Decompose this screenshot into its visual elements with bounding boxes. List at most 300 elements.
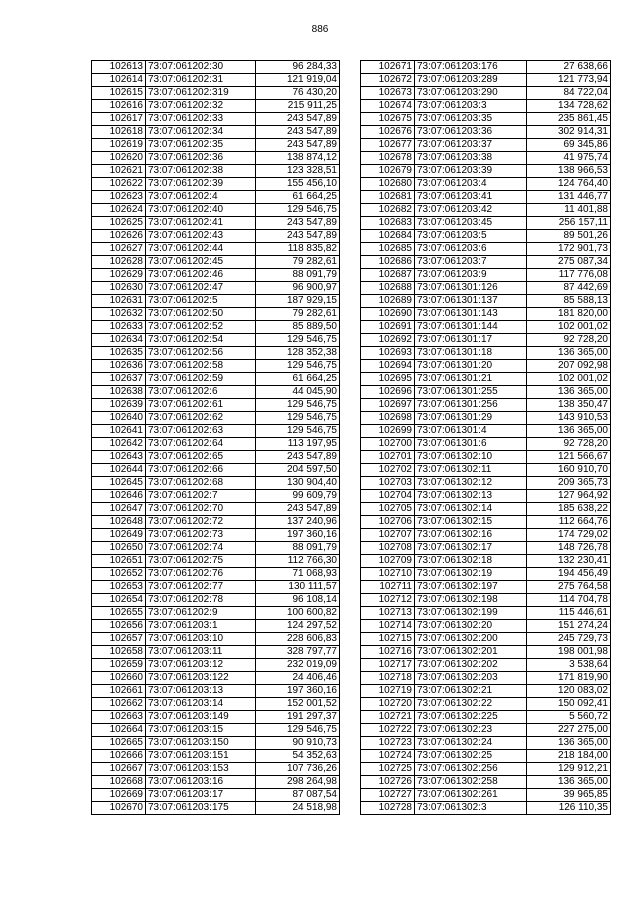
- amount-cell: 96 108,14: [256, 594, 340, 607]
- row-number-cell: 102724: [361, 750, 415, 763]
- cadastral-number-cell: 73:07:061203:41: [415, 191, 527, 204]
- row-number-cell: 102644: [92, 464, 146, 477]
- table-row: [361, 451, 611, 464]
- amount-cell: 3 538,64: [527, 659, 611, 672]
- table-row: [361, 425, 611, 438]
- row-number-cell: 102706: [361, 516, 415, 529]
- cadastral-number-cell: 73:07:061302:18: [415, 555, 527, 568]
- cadastral-number-cell: 73:07:061203:3: [415, 100, 527, 113]
- amount-cell: 136 365,00: [527, 347, 611, 360]
- amount-cell: 171 819,90: [527, 672, 611, 685]
- amount-cell: 118 835,82: [256, 243, 340, 256]
- row-number-cell: 102619: [92, 139, 146, 152]
- table-row: [361, 282, 611, 295]
- amount-cell: 185 638,22: [527, 503, 611, 516]
- row-number-cell: 102715: [361, 633, 415, 646]
- cadastral-number-cell: 73:07:061202:31: [146, 74, 256, 87]
- amount-cell: 102 001,02: [527, 321, 611, 334]
- table-row: [361, 256, 611, 269]
- amount-cell: 197 360,16: [256, 529, 340, 542]
- amount-cell: 123 328,51: [256, 165, 340, 178]
- cadastral-number-cell: 73:07:061202:75: [146, 555, 256, 568]
- table-row: [92, 399, 340, 412]
- cadastral-number-cell: 73:07:061203:149: [146, 711, 256, 724]
- cadastral-number-cell: 73:07:061202:61: [146, 399, 256, 412]
- amount-cell: 117 776,08: [527, 269, 611, 282]
- amount-cell: 24 406,46: [256, 672, 340, 685]
- cadastral-number-cell: 73:07:061202:56: [146, 347, 256, 360]
- amount-cell: 129 546,75: [256, 204, 340, 217]
- amount-cell: 27 638,66: [527, 61, 611, 74]
- row-number-cell: 102669: [92, 789, 146, 802]
- row-number-cell: 102641: [92, 425, 146, 438]
- row-number-cell: 102645: [92, 477, 146, 490]
- row-number-cell: 102721: [361, 711, 415, 724]
- cadastral-number-cell: 73:07:061301:4: [415, 425, 527, 438]
- row-number-cell: 102625: [92, 217, 146, 230]
- row-number-cell: 102711: [361, 581, 415, 594]
- cadastral-number-cell: 73:07:061302:22: [415, 698, 527, 711]
- cadastral-number-cell: 73:07:061202:50: [146, 308, 256, 321]
- table-row: [92, 178, 340, 191]
- amount-cell: 143 910,53: [527, 412, 611, 425]
- table-row: [92, 451, 340, 464]
- row-number-cell: 102647: [92, 503, 146, 516]
- row-number-cell: 102676: [361, 126, 415, 139]
- table-row: [361, 477, 611, 490]
- row-number-cell: 102695: [361, 373, 415, 386]
- table-row: [361, 789, 611, 802]
- cadastral-number-cell: 73:07:061202:63: [146, 425, 256, 438]
- amount-cell: 243 547,89: [256, 503, 340, 516]
- cadastral-number-cell: 73:07:061202:70: [146, 503, 256, 516]
- row-number-cell: 102681: [361, 191, 415, 204]
- cadastral-number-cell: 73:07:061302:201: [415, 646, 527, 659]
- row-number-cell: 102671: [361, 61, 415, 74]
- amount-cell: 69 345,86: [527, 139, 611, 152]
- row-number-cell: 102716: [361, 646, 415, 659]
- row-number-cell: 102725: [361, 763, 415, 776]
- table-row: [92, 152, 340, 165]
- cadastral-number-cell: 73:07:061203:12: [146, 659, 256, 672]
- amount-cell: 129 546,75: [256, 412, 340, 425]
- cadastral-number-cell: 73:07:061202:54: [146, 334, 256, 347]
- amount-cell: 243 547,89: [256, 139, 340, 152]
- cadastral-number-cell: 73:07:061203:10: [146, 633, 256, 646]
- table-row: [361, 61, 611, 74]
- cadastral-number-cell: 73:07:061301:255: [415, 386, 527, 399]
- cadastral-number-cell: 73:07:061302:256: [415, 763, 527, 776]
- table-row: [361, 711, 611, 724]
- amount-cell: 61 664,25: [256, 373, 340, 386]
- cadastral-number-cell: 73:07:061301:21: [415, 373, 527, 386]
- cadastral-number-cell: 73:07:061203:13: [146, 685, 256, 698]
- row-number-cell: 102622: [92, 178, 146, 191]
- cadastral-number-cell: 73:07:061202:30: [146, 61, 256, 74]
- amount-cell: 197 360,16: [256, 685, 340, 698]
- page-number: 886: [311, 24, 329, 35]
- table-row: [361, 555, 611, 568]
- table-row: [92, 412, 340, 425]
- row-number-cell: 102639: [92, 399, 146, 412]
- amount-cell: 114 704,78: [527, 594, 611, 607]
- cadastral-number-cell: 73:07:061202:4: [146, 191, 256, 204]
- amount-cell: 5 560,72: [527, 711, 611, 724]
- table-row: [361, 594, 611, 607]
- cadastral-number-cell: 73:07:061301:126: [415, 282, 527, 295]
- row-number-cell: 102727: [361, 789, 415, 802]
- table-row: [361, 438, 611, 451]
- row-number-cell: 102677: [361, 139, 415, 152]
- amount-cell: 243 547,89: [256, 230, 340, 243]
- amount-cell: 132 230,41: [527, 555, 611, 568]
- table-row: [361, 464, 611, 477]
- cadastral-number-cell: 73:07:061302:24: [415, 737, 527, 750]
- row-number-cell: 102667: [92, 763, 146, 776]
- cadastral-number-cell: 73:07:061202:41: [146, 217, 256, 230]
- amount-cell: 328 797,77: [256, 646, 340, 659]
- table-row: [92, 620, 340, 633]
- table-row: [92, 386, 340, 399]
- table-row: [361, 737, 611, 750]
- row-number-cell: 102707: [361, 529, 415, 542]
- amount-cell: 138 874,12: [256, 152, 340, 165]
- table-row: [92, 282, 340, 295]
- row-number-cell: 102623: [92, 191, 146, 204]
- cadastral-number-cell: 73:07:061203:37: [415, 139, 527, 152]
- cadastral-number-cell: 73:07:061203:7: [415, 256, 527, 269]
- table-row: [361, 360, 611, 373]
- cadastral-number-cell: 73:07:061202:76: [146, 568, 256, 581]
- amount-cell: 79 282,61: [256, 256, 340, 269]
- amount-cell: 129 546,75: [256, 425, 340, 438]
- cadastral-number-cell: 73:07:061302:198: [415, 594, 527, 607]
- row-number-cell: 102675: [361, 113, 415, 126]
- cadastral-number-cell: 73:07:061301:20: [415, 360, 527, 373]
- row-number-cell: 102634: [92, 334, 146, 347]
- cadastral-number-cell: 73:07:061302:202: [415, 659, 527, 672]
- amount-cell: 136 365,00: [527, 776, 611, 789]
- row-number-cell: 102699: [361, 425, 415, 438]
- row-number-cell: 102633: [92, 321, 146, 334]
- row-number-cell: 102629: [92, 269, 146, 282]
- table-row: [361, 685, 611, 698]
- registry-table-right: [360, 60, 611, 815]
- row-number-cell: 102698: [361, 412, 415, 425]
- table-row: [92, 581, 340, 594]
- cadastral-number-cell: 73:07:061301:18: [415, 347, 527, 360]
- table-row: [92, 477, 340, 490]
- table-row: [92, 529, 340, 542]
- table-row: [92, 516, 340, 529]
- table-row: [361, 503, 611, 516]
- table-row: [92, 555, 340, 568]
- table-row: [92, 139, 340, 152]
- amount-cell: 107 736,26: [256, 763, 340, 776]
- row-number-cell: 102613: [92, 61, 146, 74]
- table-row: [361, 334, 611, 347]
- table-row: [92, 672, 340, 685]
- amount-cell: 100 600,82: [256, 607, 340, 620]
- row-number-cell: 102665: [92, 737, 146, 750]
- row-number-cell: 102709: [361, 555, 415, 568]
- amount-cell: 155 456,10: [256, 178, 340, 191]
- amount-cell: 99 609,79: [256, 490, 340, 503]
- table-row: [92, 711, 340, 724]
- cadastral-number-cell: 73:07:061203:1: [146, 620, 256, 633]
- table-row: [361, 724, 611, 737]
- row-number-cell: 102688: [361, 282, 415, 295]
- row-number-cell: 102631: [92, 295, 146, 308]
- table-row: [361, 74, 611, 87]
- amount-cell: 136 365,00: [527, 386, 611, 399]
- amount-cell: 152 001,52: [256, 698, 340, 711]
- row-number-cell: 102642: [92, 438, 146, 451]
- cadastral-number-cell: 73:07:061202:5: [146, 295, 256, 308]
- amount-cell: 302 914,31: [527, 126, 611, 139]
- cadastral-number-cell: 73:07:061203:42: [415, 204, 527, 217]
- table-row: [92, 633, 340, 646]
- cadastral-number-cell: 73:07:061202:43: [146, 230, 256, 243]
- amount-cell: 187 929,15: [256, 295, 340, 308]
- table-row: [361, 581, 611, 594]
- table-row: [92, 165, 340, 178]
- row-number-cell: 102666: [92, 750, 146, 763]
- amount-cell: 89 501,26: [527, 230, 611, 243]
- amount-cell: 102 001,02: [527, 373, 611, 386]
- cadastral-number-cell: 73:07:061202:7: [146, 490, 256, 503]
- cadastral-number-cell: 73:07:061302:258: [415, 776, 527, 789]
- table-row: [92, 74, 340, 87]
- table-row: [361, 490, 611, 503]
- cadastral-number-cell: 73:07:061203:175: [146, 802, 256, 815]
- amount-cell: 174 729,02: [527, 529, 611, 542]
- amount-cell: 138 350,47: [527, 399, 611, 412]
- amount-cell: 112 766,30: [256, 555, 340, 568]
- cadastral-number-cell: 73:07:061203:5: [415, 230, 527, 243]
- amount-cell: 256 157,11: [527, 217, 611, 230]
- cadastral-number-cell: 73:07:061202:36: [146, 152, 256, 165]
- row-number-cell: 102712: [361, 594, 415, 607]
- cadastral-number-cell: 73:07:061202:6: [146, 386, 256, 399]
- row-number-cell: 102697: [361, 399, 415, 412]
- amount-cell: 129 546,75: [256, 724, 340, 737]
- table-row: [92, 789, 340, 802]
- row-number-cell: 102717: [361, 659, 415, 672]
- row-number-cell: 102703: [361, 477, 415, 490]
- row-number-cell: 102679: [361, 165, 415, 178]
- cadastral-number-cell: 73:07:061203:38: [415, 152, 527, 165]
- cadastral-number-cell: 73:07:061202:78: [146, 594, 256, 607]
- table-row: [361, 139, 611, 152]
- cadastral-number-cell: 73:07:061301:144: [415, 321, 527, 334]
- table-row: [361, 308, 611, 321]
- table-row: [92, 776, 340, 789]
- table-row: [92, 217, 340, 230]
- amount-cell: 207 092,98: [527, 360, 611, 373]
- table-row: [92, 360, 340, 373]
- table-row: [92, 230, 340, 243]
- amount-cell: 124 297,52: [256, 620, 340, 633]
- amount-cell: 275 087,34: [527, 256, 611, 269]
- row-number-cell: 102704: [361, 490, 415, 503]
- row-number-cell: 102614: [92, 74, 146, 87]
- row-number-cell: 102661: [92, 685, 146, 698]
- cadastral-number-cell: 73:07:061203:11: [146, 646, 256, 659]
- cadastral-number-cell: 73:07:061202:73: [146, 529, 256, 542]
- table-row: [361, 126, 611, 139]
- cadastral-number-cell: 73:07:061202:66: [146, 464, 256, 477]
- table-row: [92, 334, 340, 347]
- row-number-cell: 102640: [92, 412, 146, 425]
- row-number-cell: 102621: [92, 165, 146, 178]
- table-row: [361, 152, 611, 165]
- cadastral-number-cell: 73:07:061302:200: [415, 633, 527, 646]
- table-row: [92, 113, 340, 126]
- amount-cell: 150 092,41: [527, 698, 611, 711]
- table-row: [92, 256, 340, 269]
- cadastral-number-cell: 73:07:061203:45: [415, 217, 527, 230]
- cadastral-number-cell: 73:07:061203:36: [415, 126, 527, 139]
- table-row: [361, 386, 611, 399]
- amount-cell: 76 430,20: [256, 87, 340, 100]
- amount-cell: 243 547,89: [256, 126, 340, 139]
- table-row: [92, 607, 340, 620]
- amount-cell: 129 546,75: [256, 399, 340, 412]
- cadastral-number-cell: 73:07:061203:15: [146, 724, 256, 737]
- cadastral-number-cell: 73:07:061302:21: [415, 685, 527, 698]
- row-number-cell: 102702: [361, 464, 415, 477]
- row-number-cell: 102670: [92, 802, 146, 815]
- amount-cell: 130 111,57: [256, 581, 340, 594]
- amount-cell: 11 401,88: [527, 204, 611, 217]
- row-number-cell: 102615: [92, 87, 146, 100]
- row-number-cell: 102660: [92, 672, 146, 685]
- amount-cell: 138 966,53: [527, 165, 611, 178]
- amount-cell: 115 446,61: [527, 607, 611, 620]
- amount-cell: 243 547,89: [256, 113, 340, 126]
- table-row: [361, 763, 611, 776]
- row-number-cell: 102720: [361, 698, 415, 711]
- amount-cell: 92 728,20: [527, 438, 611, 451]
- table-row: [92, 763, 340, 776]
- table-row: [361, 750, 611, 763]
- row-number-cell: 102627: [92, 243, 146, 256]
- cadastral-number-cell: 73:07:061301:6: [415, 438, 527, 451]
- cadastral-number-cell: 73:07:061202:62: [146, 412, 256, 425]
- cadastral-number-cell: 73:07:061202:74: [146, 542, 256, 555]
- row-number-cell: 102726: [361, 776, 415, 789]
- amount-cell: 128 352,38: [256, 347, 340, 360]
- row-number-cell: 102664: [92, 724, 146, 737]
- table-row: [92, 243, 340, 256]
- cadastral-number-cell: 73:07:061203:9: [415, 269, 527, 282]
- cadastral-number-cell: 73:07:061202:319: [146, 87, 256, 100]
- row-number-cell: 102659: [92, 659, 146, 672]
- row-number-cell: 102651: [92, 555, 146, 568]
- amount-cell: 54 352,63: [256, 750, 340, 763]
- table-row: [92, 100, 340, 113]
- table-row: [92, 269, 340, 282]
- row-number-cell: 102689: [361, 295, 415, 308]
- row-number-cell: 102658: [92, 646, 146, 659]
- table-row: [92, 464, 340, 477]
- registry-table-left: [91, 60, 340, 815]
- amount-cell: 85 889,50: [256, 321, 340, 334]
- amount-cell: 41 975,74: [527, 152, 611, 165]
- table-row: [361, 321, 611, 334]
- cadastral-number-cell: 73:07:061202:35: [146, 139, 256, 152]
- row-number-cell: 102635: [92, 347, 146, 360]
- row-number-cell: 102663: [92, 711, 146, 724]
- row-number-cell: 102650: [92, 542, 146, 555]
- table-row: [92, 61, 340, 74]
- amount-cell: 198 001,98: [527, 646, 611, 659]
- table-row: [92, 191, 340, 204]
- amount-cell: 120 083,02: [527, 685, 611, 698]
- row-number-cell: 102678: [361, 152, 415, 165]
- row-number-cell: 102684: [361, 230, 415, 243]
- amount-cell: 88 091,79: [256, 269, 340, 282]
- cadastral-number-cell: 73:07:061302:12: [415, 477, 527, 490]
- cadastral-number-cell: 73:07:061203:289: [415, 74, 527, 87]
- cadastral-number-cell: 73:07:061302:15: [415, 516, 527, 529]
- cadastral-number-cell: 73:07:061302:25: [415, 750, 527, 763]
- table-row: [361, 633, 611, 646]
- table-row: [361, 178, 611, 191]
- row-number-cell: 102643: [92, 451, 146, 464]
- table-row: [92, 724, 340, 737]
- row-number-cell: 102653: [92, 581, 146, 594]
- registry-table-right-body: [361, 61, 611, 815]
- amount-cell: 129 912,21: [527, 763, 611, 776]
- amount-cell: 130 904,40: [256, 477, 340, 490]
- amount-cell: 245 729,73: [527, 633, 611, 646]
- table-row: [92, 568, 340, 581]
- cadastral-number-cell: 73:07:061202:52: [146, 321, 256, 334]
- table-row: [92, 347, 340, 360]
- cadastral-number-cell: 73:07:061302:13: [415, 490, 527, 503]
- amount-cell: 129 546,75: [256, 334, 340, 347]
- table-row: [92, 204, 340, 217]
- cadastral-number-cell: 73:07:061302:17: [415, 542, 527, 555]
- row-number-cell: 102685: [361, 243, 415, 256]
- amount-cell: 160 910,70: [527, 464, 611, 477]
- table-row: [92, 802, 340, 815]
- amount-cell: 194 456,49: [527, 568, 611, 581]
- table-row: [92, 321, 340, 334]
- cadastral-number-cell: 73:07:061302:14: [415, 503, 527, 516]
- registry-table-left-body: [92, 61, 340, 815]
- table-row: [361, 191, 611, 204]
- row-number-cell: 102637: [92, 373, 146, 386]
- cadastral-number-cell: 73:07:061202:34: [146, 126, 256, 139]
- table-row: [92, 308, 340, 321]
- row-number-cell: 102638: [92, 386, 146, 399]
- amount-cell: 136 365,00: [527, 737, 611, 750]
- amount-cell: 61 664,25: [256, 191, 340, 204]
- cadastral-number-cell: 73:07:061203:14: [146, 698, 256, 711]
- amount-cell: 235 861,45: [527, 113, 611, 126]
- amount-cell: 243 547,89: [256, 217, 340, 230]
- table-row: [361, 620, 611, 633]
- amount-cell: 39 965,85: [527, 789, 611, 802]
- row-number-cell: 102696: [361, 386, 415, 399]
- table-row: [361, 672, 611, 685]
- row-number-cell: 102626: [92, 230, 146, 243]
- amount-cell: 88 091,79: [256, 542, 340, 555]
- cadastral-number-cell: 73:07:061202:40: [146, 204, 256, 217]
